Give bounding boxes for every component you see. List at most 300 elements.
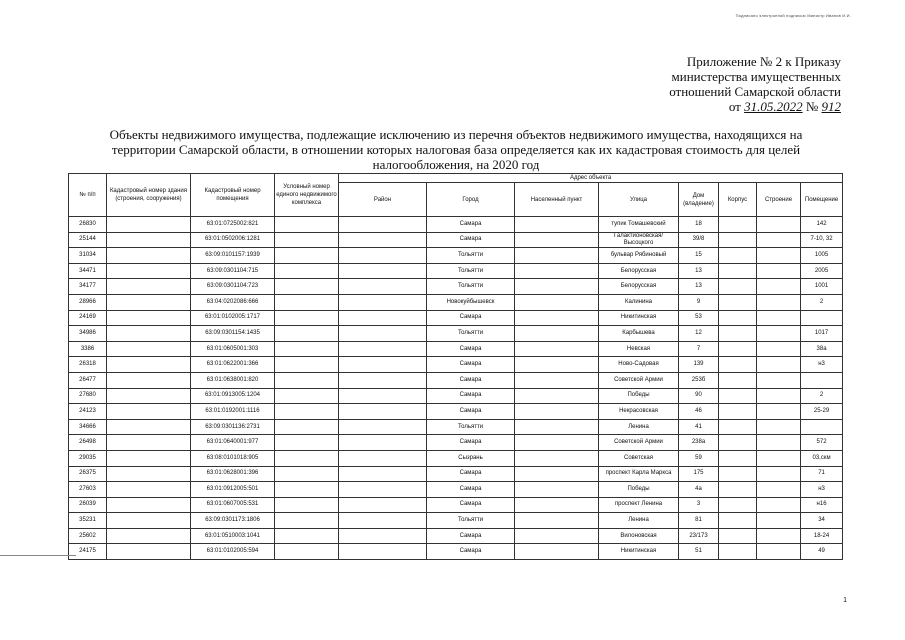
cell-settlement — [515, 357, 599, 373]
cell-house: 18 — [679, 217, 719, 233]
cell-room: 2 — [801, 388, 843, 404]
cell-house: 139 — [679, 357, 719, 373]
cell-city: Новокуйбышевск — [427, 294, 515, 310]
header-district: Район — [339, 183, 427, 217]
cell-room: н3 — [801, 357, 843, 373]
cell-num: 26039 — [69, 497, 107, 513]
cell-building-cadastral — [107, 232, 191, 248]
cell-settlement — [515, 388, 599, 404]
cell-house: 81 — [679, 513, 719, 529]
cell-complex-number — [275, 248, 339, 264]
cell-complex-number — [275, 528, 339, 544]
cell-room-cadastral: 63:01:0725002:821 — [191, 217, 275, 233]
cell-korpus — [719, 372, 757, 388]
cell-room: 1005 — [801, 248, 843, 264]
table-row — [69, 372, 843, 388]
cell-complex-number — [275, 294, 339, 310]
cell-settlement — [515, 310, 599, 326]
cell-building-cadastral — [107, 372, 191, 388]
cell-korpus — [719, 341, 757, 357]
cell-room-cadastral: 63:01:0192001:1116 — [191, 404, 275, 420]
cell-complex-number — [275, 388, 339, 404]
cell-district — [339, 528, 427, 544]
table-row — [69, 497, 843, 513]
cell-room — [801, 310, 843, 326]
cell-settlement — [515, 404, 599, 420]
cell-room-cadastral: 63:08:0101018:905 — [191, 450, 275, 466]
cell-settlement — [515, 294, 599, 310]
cell-building — [757, 357, 801, 373]
cell-city: Самара — [427, 544, 515, 560]
cell-district — [339, 482, 427, 498]
header-building: Строение — [757, 183, 801, 217]
header-city: Город — [427, 183, 515, 217]
cell-settlement — [515, 435, 599, 451]
cell-complex-number — [275, 482, 339, 498]
cell-house: 53 — [679, 310, 719, 326]
cell-building — [757, 528, 801, 544]
cell-district — [339, 326, 427, 342]
cell-korpus — [719, 435, 757, 451]
cell-street: Ленина — [599, 513, 679, 529]
cell-settlement — [515, 341, 599, 357]
cell-complex-number — [275, 497, 339, 513]
header-num: № п/п — [69, 174, 107, 217]
header-address: Адрес объекта — [339, 174, 843, 183]
cell-city: Самара — [427, 404, 515, 420]
cell-district — [339, 435, 427, 451]
cell-building — [757, 388, 801, 404]
cell-num: 29035 — [69, 450, 107, 466]
cell-building — [757, 404, 801, 420]
cell-district — [339, 341, 427, 357]
cell-room-cadastral: 63:01:0913005:1204 — [191, 388, 275, 404]
appendix-date-line — [601, 99, 841, 114]
cell-settlement — [515, 232, 599, 248]
cell-complex-number — [275, 263, 339, 279]
cell-building-cadastral — [107, 419, 191, 435]
cell-city: Самара — [427, 372, 515, 388]
cell-district — [339, 544, 427, 560]
table-row — [69, 482, 843, 498]
cell-building — [757, 232, 801, 248]
table-row — [69, 279, 843, 295]
cell-street: тупик Томашевский — [599, 217, 679, 233]
cell-complex-number — [275, 217, 339, 233]
cell-korpus — [719, 310, 757, 326]
appendix-line-1: Приложение № 2 к Приказу — [686, 54, 841, 69]
cell-room-cadastral: 63:01:0510003:1041 — [191, 528, 275, 544]
cell-street: Никитинская — [599, 310, 679, 326]
cell-korpus — [719, 404, 757, 420]
cell-korpus — [719, 497, 757, 513]
cell-room — [801, 419, 843, 435]
cell-korpus — [719, 482, 757, 498]
table-row — [69, 310, 843, 326]
cell-district — [339, 357, 427, 373]
cell-num: 34177 — [69, 279, 107, 295]
cell-korpus — [719, 232, 757, 248]
cell-street: Победы — [599, 388, 679, 404]
cell-complex-number — [275, 372, 339, 388]
cell-city: Сызрань — [427, 450, 515, 466]
appendix-line-2: министерства имущественных — [671, 69, 841, 84]
cell-street: Советской Армии — [599, 372, 679, 388]
cell-korpus — [719, 513, 757, 529]
cell-settlement — [515, 513, 599, 529]
cell-house: 39/8 — [679, 232, 719, 248]
cell-num: 26498 — [69, 435, 107, 451]
header-street: Улица — [599, 183, 679, 217]
cell-city: Самара — [427, 217, 515, 233]
table-row — [69, 435, 843, 451]
cell-num: 27680 — [69, 388, 107, 404]
cell-house: 4а — [679, 482, 719, 498]
cell-building — [757, 497, 801, 513]
cell-house: 15 — [679, 248, 719, 264]
cell-building-cadastral — [107, 294, 191, 310]
cell-korpus — [719, 544, 757, 560]
cell-house: 175 — [679, 466, 719, 482]
page-number: 1 — [843, 597, 847, 604]
cell-room: 71 — [801, 466, 843, 482]
cell-complex-number — [275, 310, 339, 326]
cell-num: 24123 — [69, 404, 107, 420]
cell-room: 2 — [801, 294, 843, 310]
cell-street: Советской Армии — [599, 435, 679, 451]
cell-room-cadastral: 63:01:0640001:977 — [191, 435, 275, 451]
cell-district — [339, 294, 427, 310]
cell-building-cadastral — [107, 217, 191, 233]
table-row — [69, 357, 843, 373]
cell-city: Самара — [427, 310, 515, 326]
cell-korpus — [719, 388, 757, 404]
cell-house: 23/173 — [679, 528, 719, 544]
cell-num: 26477 — [69, 372, 107, 388]
cell-settlement — [515, 217, 599, 233]
cell-building — [757, 466, 801, 482]
table-row — [69, 388, 843, 404]
cell-building — [757, 372, 801, 388]
cell-num: 27603 — [69, 482, 107, 498]
cell-street: Победы — [599, 482, 679, 498]
cell-complex-number — [275, 466, 339, 482]
cell-district — [339, 372, 427, 388]
cell-room: 2005 — [801, 263, 843, 279]
cell-room: 142 — [801, 217, 843, 233]
cell-room-cadastral: 63:04:0202086:666 — [191, 294, 275, 310]
cell-district — [339, 388, 427, 404]
cell-complex-number — [275, 419, 339, 435]
cell-city: Самара — [427, 357, 515, 373]
cell-room-cadastral: 63:09:0301104:723 — [191, 279, 275, 295]
cell-num: 3386 — [69, 341, 107, 357]
cell-room-cadastral: 63:01:0605001:303 — [191, 341, 275, 357]
table-row — [69, 466, 843, 482]
cell-complex-number — [275, 279, 339, 295]
cell-street: Калинина — [599, 294, 679, 310]
cell-room-cadastral: 63:01:0622001:366 — [191, 357, 275, 373]
cell-street: Белорусская — [599, 279, 679, 295]
document-title: Объекты недвижимого имущества, подлежащие исключению из перечня объектов недвижимого имущества, находящихся на территории Самарской области, в отношении которых налоговая база определяется как их кадастровая стоимость для целей налогообложения, на 2020 год — [109, 127, 803, 172]
cell-num: 26318 — [69, 357, 107, 373]
cell-num: 34666 — [69, 419, 107, 435]
handwritten-number: 912 — [821, 99, 841, 114]
cell-city: Самара — [427, 528, 515, 544]
cell-building-cadastral — [107, 404, 191, 420]
cell-building-cadastral — [107, 528, 191, 544]
cell-num: 26375 — [69, 466, 107, 482]
cell-korpus — [719, 263, 757, 279]
cell-house: 59 — [679, 450, 719, 466]
cell-building — [757, 310, 801, 326]
cell-district — [339, 450, 427, 466]
cell-settlement — [515, 466, 599, 482]
cell-building — [757, 248, 801, 264]
cell-settlement — [515, 248, 599, 264]
cell-complex-number — [275, 544, 339, 560]
cell-complex-number — [275, 513, 339, 529]
cell-korpus — [719, 294, 757, 310]
cell-house: 51 — [679, 544, 719, 560]
cell-complex-number — [275, 232, 339, 248]
table-row — [69, 528, 843, 544]
cell-num: 25144 — [69, 232, 107, 248]
header-house: Дом (владение) — [679, 183, 719, 217]
cell-settlement — [515, 544, 599, 560]
cell-house: 12 — [679, 326, 719, 342]
cell-street: проспект Карла Маркса — [599, 466, 679, 482]
cell-city: Тольятти — [427, 263, 515, 279]
cell-building-cadastral — [107, 357, 191, 373]
cell-district — [339, 279, 427, 295]
cell-district — [339, 263, 427, 279]
cell-district — [339, 248, 427, 264]
cell-room: 34 — [801, 513, 843, 529]
cell-building — [757, 435, 801, 451]
cell-complex-number — [275, 326, 339, 342]
cell-building — [757, 279, 801, 295]
table-row — [69, 326, 843, 342]
table-row — [69, 248, 843, 264]
cell-street: Белорусская — [599, 263, 679, 279]
cell-num: 25602 — [69, 528, 107, 544]
cell-room-cadastral: 63:09:0301136:2731 — [191, 419, 275, 435]
cell-settlement — [515, 528, 599, 544]
cell-building-cadastral — [107, 544, 191, 560]
cell-city: Самара — [427, 341, 515, 357]
cell-building-cadastral — [107, 388, 191, 404]
cell-building — [757, 544, 801, 560]
cell-house: 3 — [679, 497, 719, 513]
cell-room: 49 — [801, 544, 843, 560]
cell-room: н16 — [801, 497, 843, 513]
cell-city: Тольятти — [427, 419, 515, 435]
cell-city: Тольятти — [427, 513, 515, 529]
cell-district — [339, 466, 427, 482]
cell-street: Советская — [599, 450, 679, 466]
cell-settlement — [515, 263, 599, 279]
table-row — [69, 341, 843, 357]
cell-city: Самара — [427, 497, 515, 513]
table-row — [69, 232, 843, 248]
handwritten-date: 31.05.2022 — [744, 99, 803, 114]
cell-house: 13 — [679, 279, 719, 295]
cell-district — [339, 404, 427, 420]
cell-room-cadastral: 63:01:0607005:531 — [191, 497, 275, 513]
cell-settlement — [515, 482, 599, 498]
table-row — [69, 404, 843, 420]
table-row — [69, 513, 843, 529]
cell-street: Никитинская — [599, 544, 679, 560]
cell-district — [339, 310, 427, 326]
cell-house: 253б — [679, 372, 719, 388]
cell-num: 24169 — [69, 310, 107, 326]
cell-room-cadastral: 63:01:0638001:820 — [191, 372, 275, 388]
cell-num: 31034 — [69, 248, 107, 264]
cell-room-cadastral: 63:01:0502006:1281 — [191, 232, 275, 248]
scan-artifact-line — [0, 555, 76, 556]
cell-street: Ленина — [599, 419, 679, 435]
cell-district — [339, 513, 427, 529]
cell-room: 7-10, 32 — [801, 232, 843, 248]
cell-building-cadastral — [107, 263, 191, 279]
cell-house: 7 — [679, 341, 719, 357]
cell-building-cadastral — [107, 435, 191, 451]
cell-building-cadastral — [107, 279, 191, 295]
cell-building-cadastral — [107, 497, 191, 513]
table-row — [69, 294, 843, 310]
cell-building — [757, 419, 801, 435]
cell-complex-number — [275, 357, 339, 373]
date-prefix: от — [728, 99, 741, 114]
cell-complex-number — [275, 450, 339, 466]
cell-room-cadastral: 63:09:0101157:1939 — [191, 248, 275, 264]
header-complex-number: Условный номер единого недвижимого комплекса — [275, 174, 339, 217]
cell-city: Самара — [427, 466, 515, 482]
objects-table — [68, 173, 843, 560]
cell-complex-number — [275, 435, 339, 451]
cell-room: 572 — [801, 435, 843, 451]
cell-room: 18-24 — [801, 528, 843, 544]
cell-street: Ново-Садовая — [599, 357, 679, 373]
cell-street: Некрасовская — [599, 404, 679, 420]
cell-korpus — [719, 466, 757, 482]
cell-settlement — [515, 419, 599, 435]
cell-num: 35231 — [69, 513, 107, 529]
cell-settlement — [515, 372, 599, 388]
cell-street: Карбышева — [599, 326, 679, 342]
cell-building — [757, 482, 801, 498]
cell-num: 24175 — [69, 544, 107, 560]
cell-city: Тольятти — [427, 326, 515, 342]
cell-korpus — [719, 528, 757, 544]
electronic-signature-stamp: Подписано электронной подписью Министр Иванов И.И. — [735, 13, 851, 18]
cell-room: 38а — [801, 341, 843, 357]
header-settlement: Населенный пункт — [515, 183, 599, 217]
cell-building — [757, 217, 801, 233]
header-room-cadastral: Кадастровый номер помещения — [191, 174, 275, 217]
cell-complex-number — [275, 404, 339, 420]
cell-house: 13 — [679, 263, 719, 279]
cell-street: Невская — [599, 341, 679, 357]
cell-settlement — [515, 279, 599, 295]
cell-num: 28966 — [69, 294, 107, 310]
cell-room-cadastral: 63:01:0628001:396 — [191, 466, 275, 482]
cell-korpus — [719, 279, 757, 295]
cell-room-cadastral: 63:09:0301173:1806 — [191, 513, 275, 529]
cell-korpus — [719, 217, 757, 233]
table-row — [69, 419, 843, 435]
cell-street: Галактионовская/ Высоцкого — [599, 232, 679, 248]
cell-building — [757, 294, 801, 310]
cell-settlement — [515, 497, 599, 513]
cell-room-cadastral: 63:01:0102005:1717 — [191, 310, 275, 326]
cell-complex-number — [275, 341, 339, 357]
cell-city: Тольятти — [427, 248, 515, 264]
cell-building — [757, 326, 801, 342]
header-room: Помещение — [801, 183, 843, 217]
cell-house: 90 — [679, 388, 719, 404]
cell-num: 34471 — [69, 263, 107, 279]
cell-city: Самара — [427, 482, 515, 498]
table-row — [69, 450, 843, 466]
cell-building-cadastral — [107, 450, 191, 466]
cell-street: бульвар Рябиновый — [599, 248, 679, 264]
cell-korpus — [719, 326, 757, 342]
cell-city: Самара — [427, 388, 515, 404]
cell-city: Тольятти — [427, 279, 515, 295]
header-building-cadastral: Кадастровый номер здания (строения, сооружения) — [107, 174, 191, 217]
cell-korpus — [719, 450, 757, 466]
appendix-line-3: отношений Самарской области — [669, 84, 841, 99]
cell-city: Самара — [427, 232, 515, 248]
cell-room: 1001 — [801, 279, 843, 295]
cell-house: 41 — [679, 419, 719, 435]
cell-building-cadastral — [107, 310, 191, 326]
cell-building-cadastral — [107, 326, 191, 342]
cell-room-cadastral: 63:09:0301104:715 — [191, 263, 275, 279]
cell-num: 26830 — [69, 217, 107, 233]
cell-korpus — [719, 357, 757, 373]
cell-room-cadastral: 63:01:0102005:594 — [191, 544, 275, 560]
cell-room: 25-29 — [801, 404, 843, 420]
appendix-header — [601, 54, 841, 114]
cell-room-cadastral: 63:01:0912005:501 — [191, 482, 275, 498]
cell-street: проспект Ленина — [599, 497, 679, 513]
cell-settlement — [515, 450, 599, 466]
cell-city: Самара — [427, 435, 515, 451]
cell-room — [801, 372, 843, 388]
cell-street: Вилоновская — [599, 528, 679, 544]
cell-building-cadastral — [107, 482, 191, 498]
cell-house: 46 — [679, 404, 719, 420]
cell-num: 34986 — [69, 326, 107, 342]
table-row — [69, 217, 843, 233]
table-row — [69, 263, 843, 279]
header-korpus: Корпус — [719, 183, 757, 217]
cell-room: 03,скм — [801, 450, 843, 466]
cell-district — [339, 497, 427, 513]
cell-building — [757, 450, 801, 466]
table-row — [69, 544, 843, 560]
cell-settlement — [515, 326, 599, 342]
cell-room: н3 — [801, 482, 843, 498]
cell-district — [339, 419, 427, 435]
cell-room: 1017 — [801, 326, 843, 342]
cell-district — [339, 217, 427, 233]
cell-house: 9 — [679, 294, 719, 310]
